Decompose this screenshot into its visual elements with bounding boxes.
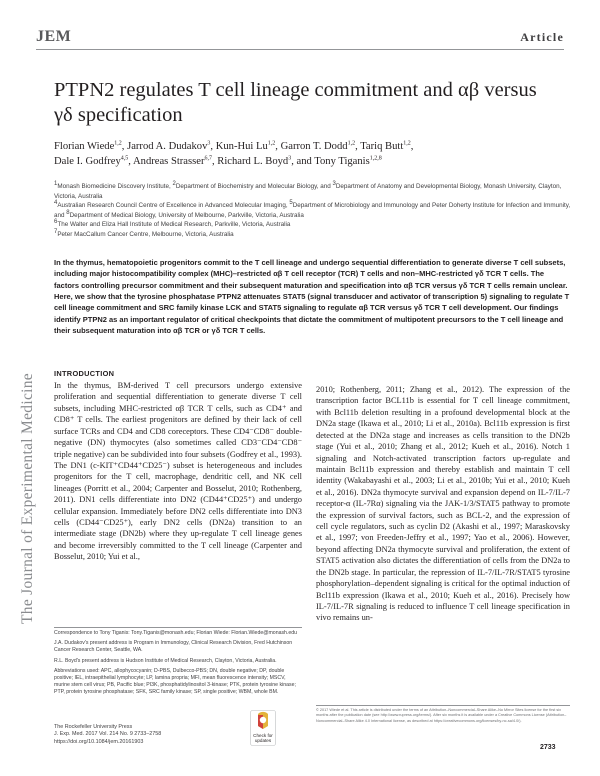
author-affiliation-marker: 1,2,8	[369, 155, 382, 162]
publisher-name: The Rockefeller University Press	[54, 724, 133, 730]
author-name: Garron T. Dodd	[280, 141, 348, 152]
author-name: Florian Wiede	[54, 141, 115, 152]
introduction-text-left: In the thymus, BM-derived T cell precursors undergo extensive proliferation and sequential differentiation to generate diverse T cell subsets, including MHC-restricted αβ TCR T cells, such as CD4⁺ and CD8⁺ T cells. The earliest progenitors are defined by their lack of cell surface TCRs and CD4 and CD8 coreceptors. These CD4⁻CD8⁻ double-negative (DN) thymocytes (also sometimes called CD3⁻CD4⁻CD8⁻ triple negative) can be subdivided into four subsets (Godfrey et al., 1993). The DN1 (c-KIT⁺CD44⁺CD25⁻) subset is heterogeneous and includes progenitors for the T cell, macrophage, dendritic cell, and NK cell lineages (Porritt et al., 2004; Carpenter and Bosselut, 2010; Rothenberg, 2011). DN1 cells differentiate into DN2 (CD44⁺CD25⁺) and undergo cellular expansion. Immediately before DN2 cells differentiate into DN3 cells (CD44⁻CD25⁺), early DN2 cells (DN2a) transition to an intermediate stage (DN2b) where they up-regulate T cell lineage genes and become irreversibly committed to the T cell lineage (Carpenter and Bosselut, 2010; Yui et al.,	[54, 381, 302, 562]
author-name: Dale I. Godfrey	[54, 156, 121, 167]
publication-info	[54, 724, 234, 746]
doi-link[interactable]: https://doi.org/10.1084/jem.20161903	[54, 738, 144, 745]
affiliation-marker: 6	[54, 218, 58, 225]
article-type-label: Article	[520, 30, 564, 44]
check-for-updates-icon	[250, 710, 276, 746]
affiliations	[54, 182, 574, 239]
author: Richard L. Boyd$^3$,	[217, 155, 297, 167]
author: Kun-Hui Lu$^{1,2}$,	[215, 140, 281, 152]
affiliation-text: Department of Anatomy and Developmental Biology, Monash University, Clayton, Victoria, Australia	[54, 183, 562, 200]
author-name: Jarrod A. Dudakov	[127, 141, 208, 152]
author: Jarrod A. Dudakov$^3$,	[127, 140, 216, 152]
affiliation-text: Department of Medical Biology, University of Melbourne, Parkville, Victoria, Australia	[69, 211, 304, 219]
affiliation-marker: 5	[289, 199, 293, 206]
author-affiliation-marker: 1,2	[347, 140, 356, 147]
author-affiliation-marker: 3	[288, 155, 292, 162]
body-column-left	[54, 369, 302, 563]
author-affiliation-marker: 1,2	[403, 140, 411, 147]
abbreviations-note: Abbreviations used: APC, allophycocyanin; D-PBS, Dulbecco-PBS; DN, double negative; DP, double positive; IEL, intraepithelial lymphocyte; LP, lamina propria; MFI, mean fluorescence intensity; MSCV, murine stem cell virus; PB, Pacific blue; PI3K, phosphatidylinositol 3-kinase; PTK, protein tyrosine kinase; PTP, protein tyrosine phosphatase; SFK, SRC family kinase; SP, single positive; WBM, whole BM.	[54, 667, 296, 696]
page-number: 2733	[540, 744, 556, 751]
author-name: Andreas Strasser	[133, 156, 205, 167]
affiliation-marker: 7	[54, 228, 58, 235]
journal-citation: J. Exp. Med. 2017 Vol. 214 No. 9 2733–2758	[54, 731, 162, 738]
boyd-address-note: R.L. Boyd's present address is Hudson Institute of Medical Research, Clayton, Victoria, Australia.	[54, 657, 277, 664]
license-text: © 2017 Wiede et al. This article is distributed under the terms of an Attribution–Noncommercial–Share Alike–No Mirror Sites license for the first six months after the publication date (see http://www.rupress.org/terms/). After six months it is available under a Creative Commons License (Attribution–Noncommercial–Share Alike 4.0 International license, as described at https://creativecommons.org/licenses/by-nc-sa/4.0/).	[316, 708, 567, 723]
author: Andreas Strasser$^{6,7}$,	[133, 155, 218, 167]
author-name: and Tony Tiganis	[296, 156, 370, 167]
abstract: In the thymus, hematopoietic progenitors commit to the T cell lineage and undergo sequential differentiation to generate diverse T cell subsets, including major histocompatibility complex (MHC)–restricted αβ T cell receptor (TCR) T cells and non–MHC-restricted γδ TCR T cells. The factors controlling precursor commitment and their subsequent maturation and specification into αβ TCR versus γδ TCR T cells remain unclear. Here, we show that the tyrosine phosphatase PTPN2 attenuates STAT5 (signal transducer and activator of transcription 5) signaling to regulate T cell lineage commitment and SRC family kinase LCK and STAT5 signaling to regulate αβ TCR versus γδ TCR T cell development. Our findings identify PTPN2 as an important regulator of critical checkpoints that dictate the commitment of multipotent precursors to the T cell lineage and their subsequent maturation into αβ TCR or γδ TCR T cells.	[54, 258, 570, 336]
affiliation-text: Peter MacCallum Cancer Centre, Melbourne, Victoria, Australia	[57, 230, 234, 238]
author-name: Tariq Butt	[360, 141, 404, 152]
footnotes	[54, 630, 302, 700]
journal-logo: JEM	[36, 28, 72, 45]
body-column-right	[316, 384, 570, 624]
affiliation-marker: 3	[332, 180, 336, 187]
author: Garron T. Dodd$^{1,2}$,	[280, 140, 361, 152]
author: Florian Wiede$^{1,2}$,	[54, 140, 128, 152]
affiliation-marker: 1	[54, 180, 58, 187]
article-title: PTPN2 regulates T cell lineage commitment and αβ versus γδ specification	[54, 79, 537, 126]
affiliation-text: Australian Research Council Centre of Excellence in Advanced Molecular Imaging,	[57, 202, 290, 209]
affiliation-text: Department of Biochemistry and Molecular Biology, and	[175, 183, 333, 190]
introduction-text-right: 2010; Rothenberg, 2011; Zhang et al., 2012). The expression of the transcription factor BCL11b is essential for T cell lineage commitment, with Bcl11b deletion resulting in a profound developmental block at the DN2a stage (Ikawa et al., 2010; Li et al., 2010a). Bcl11b expression is first detected at the DN2a stage and increases as cells transition to the DN2b stage (Yui et al., 2010; Zhang et al., 2012; Kueh et al., 2016). Notch 1 signaling and Notch-activated transcription factors up-regulate and maintain Bcl11b expression and thereby establish and maintain T cell identity (Wakabayashi et al., 2003; Li et al., 2010b; Yui et al., 2010; Kueh et al., 2016). DN2a thymocyte survival and expansion depend on IL-7/IL-7 receptor-α (IL-7Rα) signaling via the JAK-1/3/STAT5 pathway to promote the expression of survival factors, such as BCL-2, and the expression of cell cycle regulators, such as cyclin D2 (Akashi et al., 1997; Maraskovsky et al., 1997; von Freeden-Jeffry et al., 1997; Yao et al., 2006). However, beyond affecting DN2a thymocyte survival and proliferation, the extent of STAT5 activation also dictates the differentiation of cells from the DN2a to the DN2b stage. In particular, the repression of IL-7/IL-7R/STAT5 tyrosine phosphorylation–dependent signaling is critical for the optimal induction of Bcl11b expression (Ikawa et al., 2010; Kueh et al., 2016). Precisely how IL-7/IL-7R signaling is reduced to influence T cell lineage specification in vivo remains un-	[316, 385, 570, 623]
author-affiliation-marker: 3	[207, 140, 211, 147]
footnote-rule	[54, 627, 302, 628]
author: Dale I. Godfrey$^{4,5}$,	[54, 155, 133, 167]
author-affiliation-marker: 4,5	[120, 155, 129, 162]
affiliation-marker: 8	[66, 209, 70, 216]
badge-line-2: updates	[254, 738, 272, 743]
affiliation-text: The Walter and Eliza Hall Institute of Medical Research, Parkville, Victoria, Australia	[57, 221, 291, 228]
header-rule	[36, 49, 564, 50]
dudakov-address-note: J.A. Dudakov's present address is Program in Immunology, Clinical Research Division, Fred Hutchinson Cancer Research Center, Seattle, WA.	[54, 640, 293, 654]
affiliation-marker: 4	[54, 199, 58, 206]
author-affiliation-marker: 6,7	[204, 155, 212, 162]
affiliation-marker: 2	[172, 180, 176, 187]
author-affiliation-marker: 1,2	[114, 140, 122, 147]
badge-line-1: Check for	[253, 733, 273, 738]
license-rule	[316, 705, 570, 706]
author: Tariq Butt$^{1,2}$,	[360, 140, 414, 152]
author-affiliation-marker: 1,2	[267, 140, 276, 147]
introduction-heading: INTRODUCTION	[54, 369, 115, 378]
author-name: Kun-Hui Lu	[215, 141, 268, 152]
check-for-updates-badge[interactable]	[250, 710, 276, 746]
author-name: Richard L. Boyd	[217, 156, 289, 167]
affiliation-text: Department of Microbiology and Immunology and Peter Doherty Institute for Infection and Immunity, and	[54, 202, 571, 219]
author-list	[54, 139, 574, 169]
author	[297, 156, 382, 167]
correspondence-note: Correspondence to Tony Tiganis: Tony.Tiganis@monash.edu; Florian Wiede: Florian.Wiede@monash.edu	[54, 630, 298, 636]
affiliation-text: Monash Biomedicine Discovery Institute,	[57, 183, 173, 190]
journal-side-title: The Journal of Experimental Medicine	[19, 373, 36, 624]
